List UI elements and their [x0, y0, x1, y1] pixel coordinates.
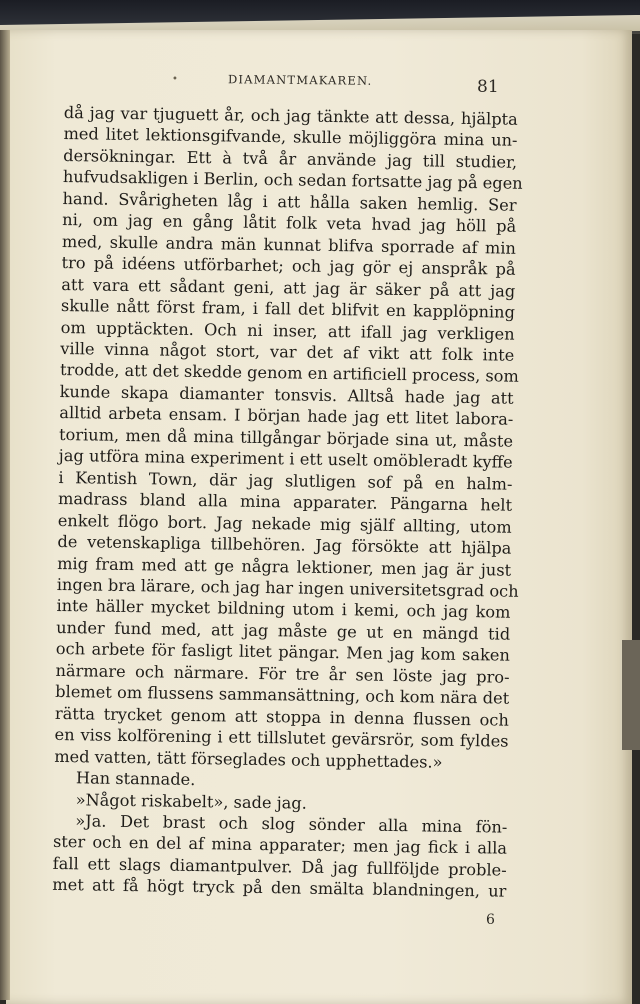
text-line: Han stannade.: [75, 768, 196, 790]
book-spine-shadow: [0, 30, 10, 1000]
running-head: DIAMANTMAKAREN.: [227, 72, 373, 88]
text-line: »Något riskabelt», sade jag.: [75, 789, 307, 813]
text-line: skulle nått först fram, i fall det blifvit en kapplöpning: [60, 296, 516, 322]
text-line: fall ett slags diamantpulver. Då jag fullföljde proble-: [52, 853, 507, 880]
text-line: jag utföra mina experiment i ett uselt omöbleradt kyffe: [58, 446, 513, 472]
text-line: ster och en del af mina apparater; men jag fick i alla: [52, 832, 508, 859]
text-line: i Kentish Town, där jag slutligen sof på en halm-: [58, 467, 513, 494]
text-line: mig fram med att ge några lektioner, men jag är just: [57, 553, 512, 580]
text-line: ville vinna något stort, var det af vikt att folk inte: [60, 338, 515, 365]
signature-mark: 6: [486, 912, 495, 928]
text-line: att vara ett sådant geni, att jag är säker på att jag: [61, 274, 516, 301]
text-line: hand. Svårigheten låg i att hålla saken hemlig. Ser: [62, 188, 517, 215]
text-line: enkelt flögo bort. Jag nekade mig själf allting, utom: [57, 510, 512, 537]
text-line: »Ja. Det brast och slog sönder alla mina fön-: [75, 811, 508, 837]
text-line: dersökningar. Ett à två år använde jag till studier,: [63, 145, 518, 172]
body-text: [52, 102, 523, 902]
text-line: kunde skapa diamanter tonsvis. Alltså hade jag att: [59, 381, 514, 408]
text-line: med vatten, tätt förseglades och upphettades.»: [54, 746, 443, 772]
text-line: med, skulle andra män kunnat blifva sporrade af min: [61, 231, 517, 258]
text-line: inte häller mycket bildning utom i kemi, och jag kom: [56, 596, 511, 623]
text-line: en viss kolförening i ett tillslutet gevärsrör, som fyldes: [54, 725, 509, 751]
text-line: då jag var tjuguett år, och jag tänkte att dessa, hjälpta: [63, 102, 518, 129]
text-line: trodde, att det skedde genom en artificiell process, som: [59, 360, 520, 387]
page-clip: [620, 640, 640, 750]
text-line: madrass bland alla mina apparater. Pängarna helt: [57, 489, 513, 515]
text-line: torium, men då mina tillgångar började sina ut, måste: [58, 424, 514, 451]
text-line: de vetenskapliga tillbehören. Jag försökte att hjälpa: [57, 532, 512, 558]
text-line: met att få högt tryck på den smälta blandningen, ur: [52, 875, 507, 901]
text-line: hufvudsakligen i Berlin, och sedan fortsatte jag på egen: [62, 167, 523, 194]
text-line: alltid arbeta ensam. I början hade jag ett litet labora-: [59, 403, 514, 430]
text-line: ni, om jag en gång låtit folk veta hvad jag höll på: [62, 210, 517, 236]
text-line: om upptäckten. Och ni inser, att ifall jag verkligen: [60, 317, 515, 344]
text-line: rätta trycket genom att stoppa in denna flussen och: [54, 703, 510, 730]
text-line: blemet om flussens sammansättning, och kom nära det: [55, 682, 510, 708]
text-line: tro på idéens utförbarhet; och jag gör ej anspråk på: [61, 253, 516, 279]
page-number: 81: [477, 77, 499, 97]
text-line: med litet lektionsgifvande, skulle möjliggöra mina un-: [63, 124, 518, 151]
text-line: närmare och närmare. För tre år sen löste jag pro-: [55, 660, 510, 687]
text-line: under fund med, att jag måste ge ut en mängd tid: [56, 617, 511, 644]
text-line: och arbete för fasligt litet pängar. Men jag kom saken: [55, 639, 510, 666]
running-head-ornament: •: [172, 74, 178, 85]
text-line: ingen bra lärare, och jag har ingen universitetsgrad och: [56, 574, 519, 601]
